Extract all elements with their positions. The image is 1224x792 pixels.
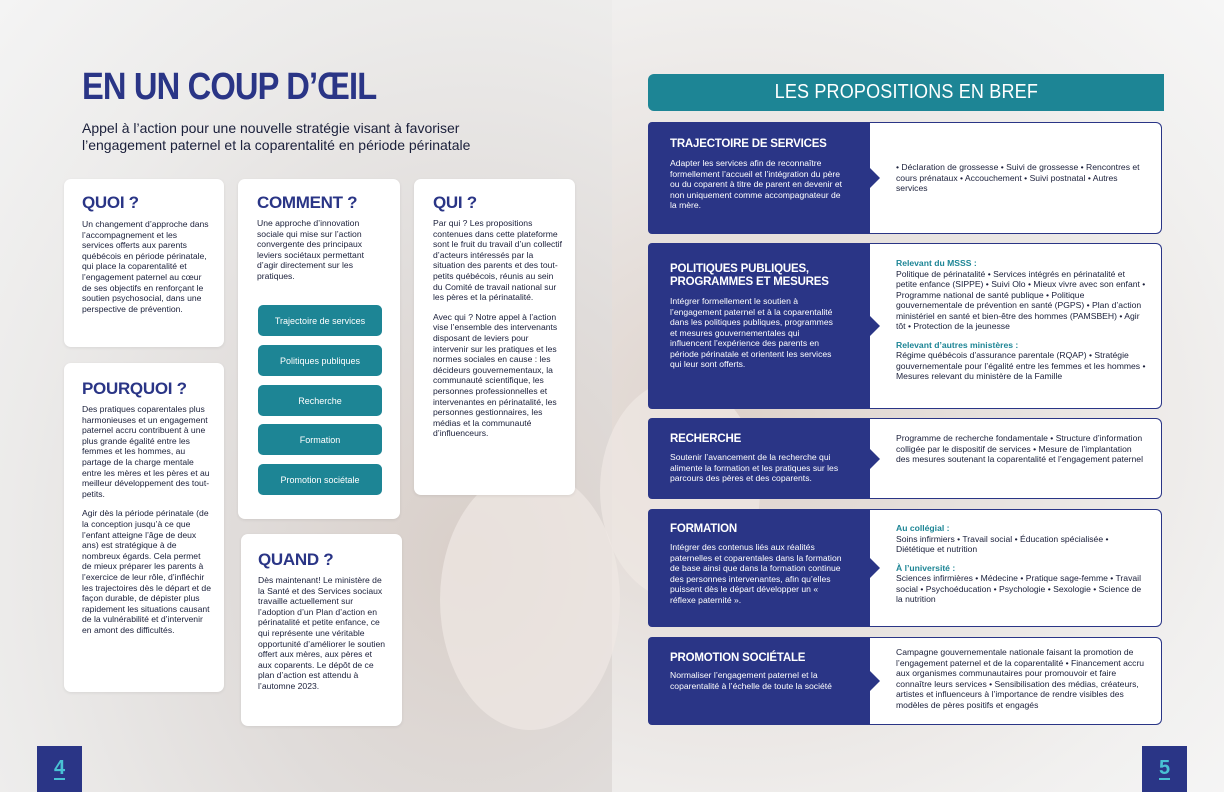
- row-right-panel: [870, 418, 1162, 499]
- row-right-text: Programme de recherche fondamentale • Structure d’information colligée par le dispositif de services • Mesure de l’implantation des mesures soutenant la coparentalité et l’engagement paternel: [896, 433, 1143, 464]
- row-right-panel: [870, 243, 1162, 409]
- proposition-row-promotion: [648, 637, 1162, 725]
- row-left-panel: [648, 509, 870, 627]
- pill-recherche: Recherche: [258, 385, 382, 416]
- pill-formation: Formation: [258, 424, 382, 455]
- row-title: PROMOTION SOCIÉTALE: [670, 652, 806, 664]
- qui-card: [414, 179, 575, 495]
- qui-text-1: Par qui ? Les propositions contenues dans cette plateforme sont le fruit du travail d’un collectif d’acteurs intéressés par la situation des parents et des tout-petits québécois, réunis au sein du Comité de travail national sur les pères et la périnatalité.: [433, 218, 562, 303]
- row-right-text: Soins infirmiers • Travail social • Éducation spécialisée • Diététique et nutrition: [896, 533, 1109, 554]
- page-number-left: 4: [37, 746, 82, 792]
- row-text: Soutenir l’avancement de la recherche qui alimente la formation et les pratiques sur les parcours des pères et des coparents.: [670, 452, 839, 483]
- proposition-row-politiques: [648, 243, 1162, 409]
- row-right-panel: [870, 637, 1162, 725]
- proposition-row-trajectoire: [648, 122, 1162, 234]
- row-left-panel: [648, 637, 870, 725]
- quand-text: Dès maintenant! Le ministère de la Santé et des Services sociaux travaille actuellement sur l’adoption d’un Plan d’action en périnatalité et petite enfance, ce qui représente une véritable opportunité d’améliorer le soutien offert aux mères, aux pères et aux coparents. Le dépôt de ce plan d’action est attendu à l’automne 2023.: [258, 575, 386, 691]
- row-right-text: • Déclaration de grossesse • Suivi de grossesse • Rencontres et cours prénataux • Accouchement • Suivi postnatal • Autres services: [896, 162, 1140, 193]
- comment-heading: COMMENT ?: [257, 193, 358, 212]
- propositions-banner: LES PROPOSITIONS EN BREF: [648, 74, 1164, 111]
- row-text: Intégrer formellement le soutien à l’engagement paternel et à la coparentalité dans les politiques publiques, programmes et mesures gouvernementales qui influencent l’expérience des parents en période périnatale et orientent les services qui leur sont offerts.: [670, 296, 833, 369]
- row-right-text: Politique de périnatalité • Services intégrés en périnatalité et petite enfance (SIPPE) • Suivi Olo • Mieux vivre avec son enfant • Programme national de santé publique • Politique gouvernementale de prévention en santé (PGPS) • Plan d’action ministériel en santé et bien-être des hommes (PAMSBEH) • Agir tôt • Protection de la jeunesse: [896, 268, 1146, 331]
- page-subtitle: Appel à l’action pour une nouvelle stratégie visant à favoriser l’engagement paternel et la coparentalité en période périnatale: [82, 120, 471, 153]
- row-right-text: Campagne gouvernementale nationale faisant la promotion de l’engagement paternel et de la coparentalité • Financement accru aux organismes communautaires pour promouvoir et faire connaître leurs services • Sensibilisation des médias, créateurs, artistes et influenceurs à l’importance de rendre visibles des modèles de pères positifs et engagés: [896, 647, 1145, 710]
- row-right-text: Sciences infirmières • Médecine • Pratique sage-femme • Travail social • Psychoéducation • Psychologie • Sexologie • Science de la nutrition: [896, 573, 1142, 604]
- quoi-card: [64, 179, 224, 347]
- pourquoi-heading: POURQUOI ?: [82, 379, 187, 398]
- quand-heading: QUAND ?: [258, 550, 334, 569]
- row-right-text: Régime québécois d’assurance parentale (RQAP) • Stratégie gouvernementale pour l’égalité entre les femmes et les hommes • Mesures relevant du ministère de la Famille: [896, 350, 1146, 381]
- comment-text: Une approche d’innovation sociale qui mise sur l’action convergente des principaux leviers sociétaux permettant d’agir directement sur les pratiques.: [257, 218, 364, 281]
- row-right-heading: Au collégial :: [896, 523, 950, 533]
- pourquoi-card: [64, 363, 224, 692]
- row-left-panel: [648, 418, 870, 499]
- quoi-text: Un changement d’approche dans l’accompagnement et les services offerts aux parents québécois en période périnatale, qui place la coparentalité et l’engagement paternel au cœur de ses objectifs en renforçant le soutien psychosocial, dans une perspective de prévention.: [82, 219, 209, 314]
- row-text: Adapter les services afin de reconnaître formellement l’accueil et l’intégration du père ou du coparent à titre de parent en devenir et non uniquement comme accompagnateur de la mère.: [670, 158, 842, 210]
- row-title: TRAJECTOIRE DE SERVICES: [670, 138, 827, 150]
- arrow-icon: [870, 558, 880, 578]
- background-photo-blob: [440, 470, 620, 730]
- qui-heading: QUI ?: [433, 193, 477, 212]
- comment-card: [238, 179, 400, 519]
- page-title: EN UN COUP D’ŒIL: [82, 66, 377, 108]
- qui-text-2: Avec qui ? Notre appel à l’action vise l’ensemble des intervenants disposant de leviers pour intervenir sur les pratiques et les normes sociales en cause : les décideurs gouvernementaux, la communauté scientifique, les personnes professionnelles et intervenantes en périnatalité, les personnes gestionnaires, les médias et la communauté d’influenceurs.: [433, 311, 558, 439]
- pill-trajectoire: Trajectoire de services: [258, 305, 382, 336]
- row-right-heading: Relevant d’autres ministères :: [896, 339, 1019, 350]
- row-text: Intégrer des contenus liés aux réalités paternelles et coparentales dans la formation de base ainsi que dans la formation continue des personnes intervenantes, afin qu’elles puissent dès le départ développer un « réflexe paternité ».: [670, 542, 842, 605]
- pourquoi-text-2: Agir dès la période périnatale (de la conception jusqu’à ce que l’enfant atteigne l’âge de deux ans) est stratégique à de nombreux égards. Cela permet de mieux préparer les parents à l’exercice de leur rôle, d’infléchir les trajectoires dès le départ et de façon durable, de dépister plus rapidement les situations causant de la vulnérabilité et d’intervenir en amont des difficultés.: [82, 508, 211, 635]
- row-title: POLITIQUES PUBLIQUES, PROGRAMMES ET MESURES: [670, 263, 829, 288]
- row-right-panel: [870, 509, 1162, 627]
- arrow-icon: [870, 168, 880, 188]
- pill-politiques: Politiques publiques: [258, 345, 382, 376]
- proposition-row-formation: [648, 509, 1162, 627]
- arrow-icon: [870, 449, 880, 469]
- pourquoi-text-1: Des pratiques coparentales plus harmonieuses et un engagement paternel accru contribuent à une plus grande égalité entre les femmes et les hommes, au partage de la charge mentale entre les mères et les pères et au meilleur développement des tout-petits.: [82, 404, 210, 499]
- row-title: RECHERCHE: [670, 433, 742, 445]
- page-number-right: 5: [1142, 746, 1187, 792]
- row-right-heading: À l’université :: [896, 562, 956, 573]
- pill-promotion: Promotion sociétale: [258, 464, 382, 495]
- row-left-panel: [648, 243, 870, 409]
- proposition-row-recherche: [648, 418, 1162, 499]
- row-right-panel: [870, 122, 1162, 234]
- row-left-panel: [648, 122, 870, 234]
- quoi-heading: QUOI ?: [82, 193, 139, 212]
- quand-card: [241, 534, 402, 726]
- row-text: Normaliser l’engagement paternel et la coparentalité à l’échelle de toute la société: [670, 670, 832, 691]
- row-right-heading: Relevant du MSSS :: [896, 258, 977, 268]
- arrow-icon: [870, 316, 880, 336]
- arrow-icon: [870, 671, 880, 691]
- row-title: FORMATION: [670, 523, 737, 535]
